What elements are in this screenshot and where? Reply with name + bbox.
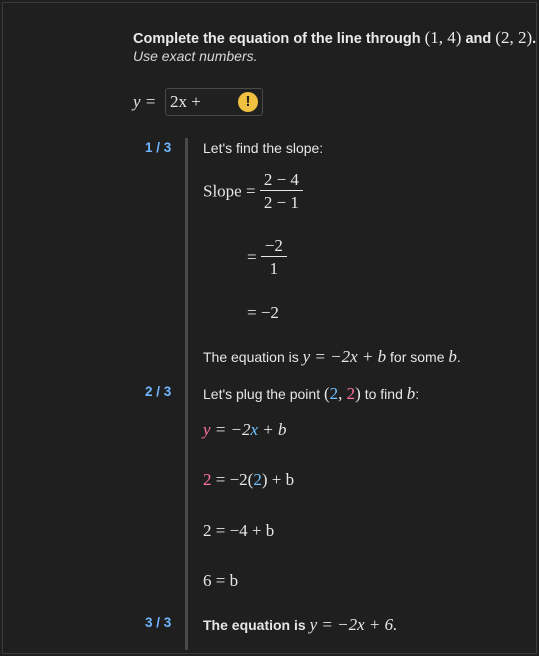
prompt-and: and [461, 31, 496, 47]
line2-end: ) + b [261, 470, 295, 489]
summary-equation: y = −2x + b [302, 347, 387, 366]
step-1-intro: Let's find the slope: [203, 140, 324, 156]
step-2-intro [203, 384, 419, 404]
summary-variable: b [448, 347, 457, 366]
summary-end: . [456, 349, 461, 365]
y-value: 2 [203, 470, 212, 489]
slope-expression [203, 170, 303, 213]
slope-word: Slope = [203, 181, 256, 201]
substitution-line-1 [203, 420, 287, 440]
line1-end: + b [258, 420, 287, 439]
equals-sign: = [247, 247, 257, 267]
exclamation-circle-icon: ! [238, 92, 258, 112]
final-equation: y = −2x + 6. [309, 615, 398, 634]
intro-variable: b [406, 384, 416, 403]
point-open: ( [323, 384, 330, 403]
summary-text-two: for some [386, 349, 449, 365]
final-text: The equation is [203, 617, 310, 633]
final-answer [203, 615, 397, 635]
answer-box[interactable] [165, 88, 263, 116]
substitution-line-2 [203, 470, 294, 490]
slope-fraction-two [261, 236, 287, 279]
answer-input[interactable] [170, 92, 234, 112]
intro-end: : [415, 386, 420, 402]
slope-step-two [247, 236, 287, 279]
prompt-period: . [532, 31, 537, 47]
point-close: ) [355, 384, 361, 403]
prompt-subtitle: Use exact numbers. [133, 48, 258, 64]
intro-text: Let's plug the point [203, 386, 324, 402]
step-1-label: 1 / 3 [145, 140, 172, 155]
slope-denominator: 2 − 1 [260, 190, 303, 213]
answer-label: y = [133, 92, 157, 111]
intro-text-two: to find [360, 386, 407, 402]
line2-middle: = −2( [211, 470, 254, 489]
question-prompt [133, 28, 536, 48]
x-value: 2 [253, 470, 262, 489]
prompt-text: Complete the equation of the line through [133, 31, 425, 47]
step-2-label: 2 / 3 [145, 384, 172, 399]
point-y-value: 2 [346, 384, 356, 403]
y-variable: y [203, 420, 211, 439]
line1-middle: = −2 [210, 420, 251, 439]
step-3-label: 3 / 3 [145, 615, 172, 630]
slope-numerator-two: −2 [264, 236, 283, 255]
point-two: (2, 2) [495, 28, 533, 47]
point-one: (1, 4) [424, 28, 462, 47]
slope-denominator-two: 1 [261, 256, 287, 279]
slope-result: = −2 [247, 303, 279, 322]
x-variable: x [250, 420, 259, 439]
substitution-line-4: 6 = b [203, 571, 239, 590]
solution-panel [2, 2, 537, 654]
point-comma: , [338, 384, 347, 403]
step-1-summary [203, 347, 461, 367]
slope-numerator: 2 − 4 [263, 170, 299, 189]
summary-text: The equation is [203, 349, 303, 365]
substitution-line-3: 2 = −4 + b [203, 521, 275, 540]
point-x-value: 2 [329, 384, 339, 403]
steps-rail [185, 138, 188, 650]
slope-fraction [260, 170, 303, 213]
